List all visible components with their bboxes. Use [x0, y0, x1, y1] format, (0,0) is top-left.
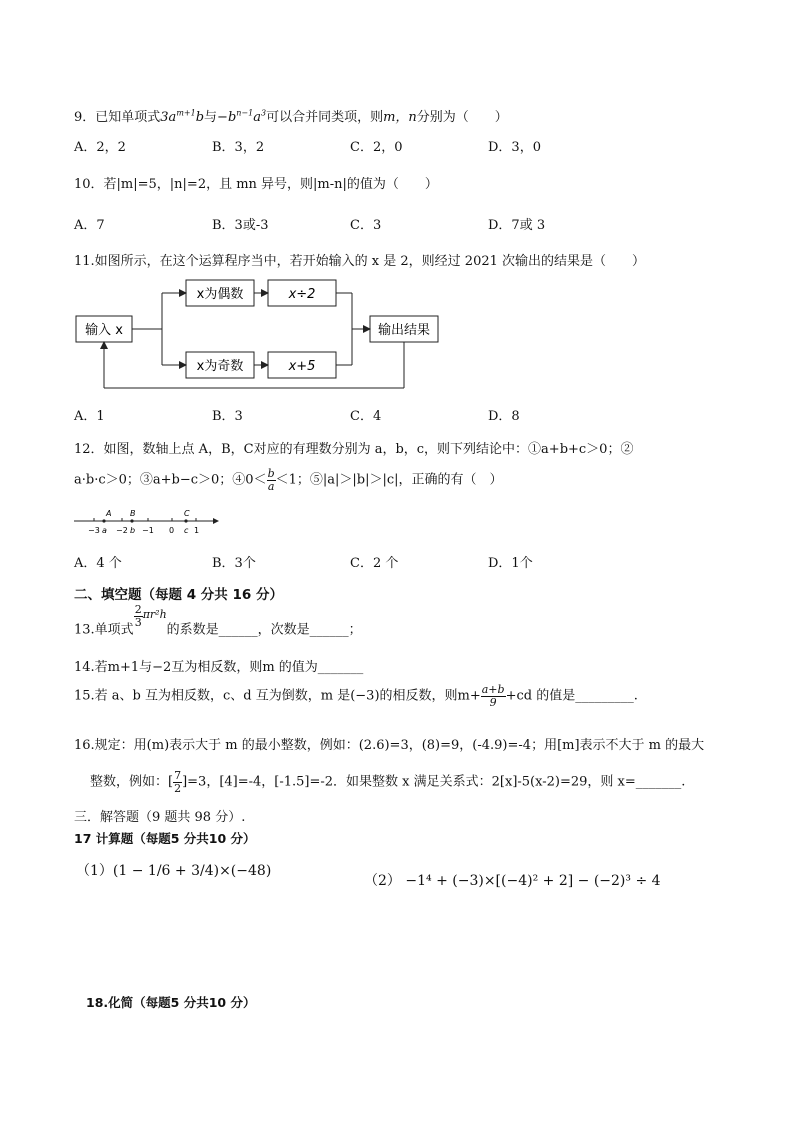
q9-tail: 可以合并同类项，则	[266, 110, 384, 125]
q10-stem: 10．若|m|=5，|n|=2，且 mn 异号，则|m-n|的值为（ ）	[74, 177, 438, 192]
q14: 14.若m+1与−2互为相反数，则m 的值为_______	[74, 660, 364, 675]
q9-option-c[interactable]: C．2，0	[350, 140, 403, 155]
q12-option-b[interactable]: B．3个	[212, 556, 256, 571]
q18-title: 18.化简（每题5 分共10 分）	[86, 995, 256, 1010]
q11-flow-diagram	[70, 276, 450, 394]
tick-b: b	[130, 526, 136, 535]
q11-option-b[interactable]: B．3	[212, 409, 243, 424]
q16-line2: 整数，例如：[ $\frac{7}{2}$ ]=3，[4]=-4，[-1.5]=-2．如果整数 x 满足关系式：2[x]-5(x-2)=29，则 x=_______.	[90, 769, 686, 795]
q9-expr1: $3a^{m+1}b$	[160, 108, 205, 125]
q12-line2: a·b·c＞0；③a+b−c＞0；④0＜ $\frac{b}{a}$ ＜1；⑤|a|＞|b|＞|c|，正确的有（ ）	[74, 467, 503, 493]
tick-neg2: −2	[116, 526, 128, 535]
q9-mid: 与	[204, 110, 218, 125]
q9-end: 分别为（ ）	[416, 110, 508, 125]
q11-stem: 11.如图所示，在这个运算程序当中，若开始输入的 x 是 2，则经过 2021 次输出的结果是（ ）	[74, 254, 646, 269]
q16-line1: 16.规定：用(m)表示大于 m 的最小整数，例如：(2.6)=3，(8)=9，(-4.9)=-4；用[m]表示不大于 m 的最大	[74, 738, 705, 753]
add-label: x+5	[288, 359, 316, 374]
q17-part2: （2） −1⁴ + (−3)×[(−4)² + 2] − (−2)³ ÷ 4	[364, 873, 661, 889]
q9-expr2: $-b^{n-1}a^3$	[217, 108, 267, 125]
q12-option-c[interactable]: C．2 个	[350, 556, 399, 571]
q17-title: 17 计算题（每题5 分共10 分）	[74, 831, 256, 846]
odd-label: x为奇数	[196, 359, 244, 374]
q9-vars: m，n	[383, 110, 417, 125]
q9-stem-text: 9．已知单项式	[74, 110, 161, 125]
q9-stem	[74, 106, 508, 125]
tick-1: 1	[194, 526, 200, 535]
q12-stem: 12．如图，数轴上点 A，B，C对应的有理数分别为 a，b，c，则下列结论中：①a+b+c＞0；②	[74, 442, 634, 457]
q10-option-c[interactable]: C．3	[350, 218, 382, 233]
tick-neg3: −3	[88, 526, 100, 535]
output-label: 输出结果	[377, 323, 431, 338]
q12-number-line	[72, 505, 222, 541]
q11-option-a[interactable]: A．1	[74, 409, 105, 424]
q9-option-b[interactable]: B．3，2	[212, 140, 265, 155]
section-3-heading: 三．解答题（9 题共 98 分）.	[74, 810, 246, 825]
q15: 15.若 a、b 互为相反数，c、d 互为倒数，m 是(−3)的相反数，则m+ $\frac{a+b}{9}$ +cd 的值是_________.	[74, 683, 638, 709]
q10-option-a[interactable]: A．7	[74, 218, 105, 233]
q10-option-d[interactable]: D．7或 3	[488, 218, 546, 233]
point-b-label: B	[130, 509, 136, 518]
q12-option-a[interactable]: A．4 个	[74, 556, 122, 571]
point-a-label: A	[106, 509, 112, 518]
q11-option-c[interactable]: C．4	[350, 409, 382, 424]
divide-label: x÷2	[288, 287, 316, 302]
q12-option-d[interactable]: D．1个	[488, 556, 533, 571]
q9-option-a[interactable]: A．2，2	[74, 140, 126, 155]
input-label: 输入 x	[85, 323, 123, 338]
q11-option-d[interactable]: D．8	[488, 409, 520, 424]
tick-a: a	[102, 526, 107, 535]
even-label: x为偶数	[196, 287, 244, 302]
tick-0: 0	[169, 526, 175, 535]
tick-neg1: −1	[142, 526, 154, 535]
tick-c: c	[184, 526, 189, 535]
q17-part1: （1）(1 − 1/6 + 3/4)×(−48)	[76, 863, 272, 879]
q13: 13.单项式 $\frac{2}{3}$ $^{\pi r^2h}$的系数是______，次数是______；	[74, 603, 362, 638]
section-2-heading: 二、填空题（每题 4 分共 16 分）	[74, 587, 283, 603]
q9-option-d[interactable]: D．3，0	[488, 140, 541, 155]
q10-option-b[interactable]: B．3或-3	[212, 218, 269, 233]
point-c-label: C	[184, 509, 190, 518]
